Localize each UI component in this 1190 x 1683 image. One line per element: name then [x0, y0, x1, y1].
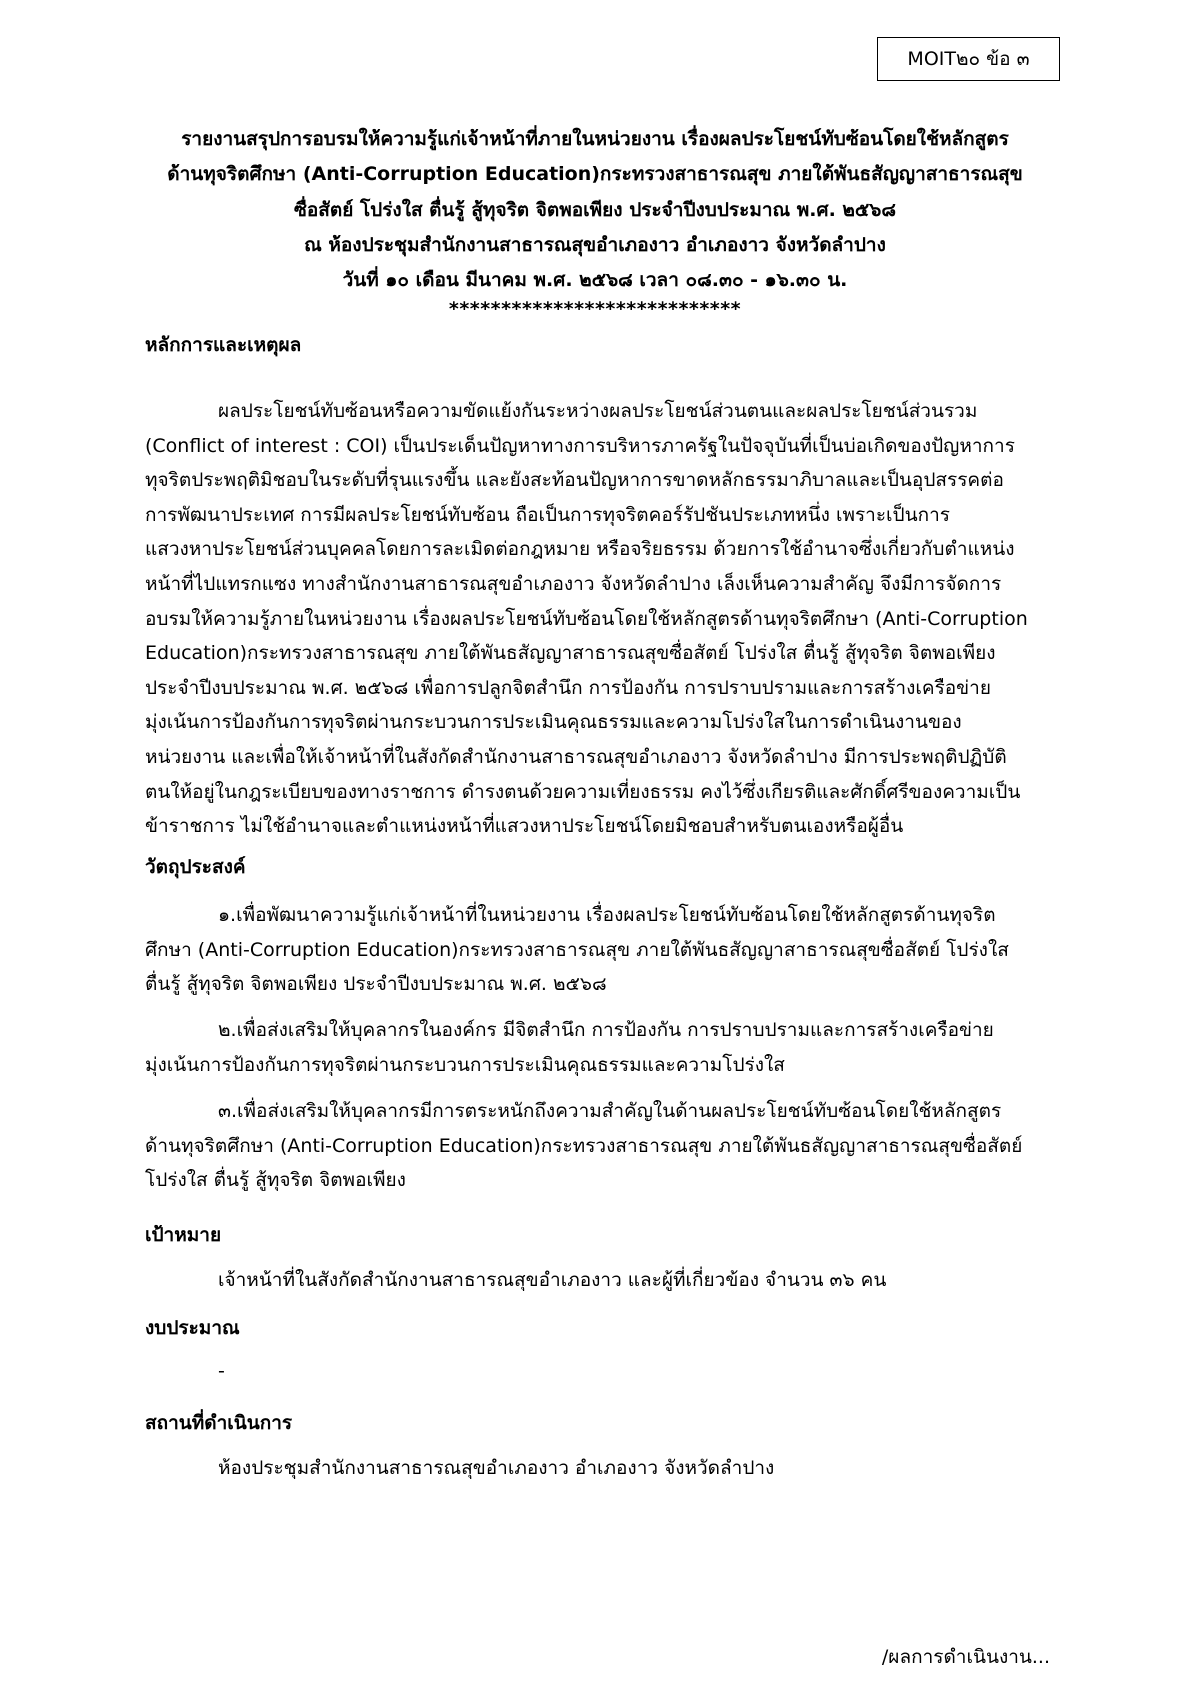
target-text: เจ้าหน้าที่ในสังกัดสำนักงานสาธารณสุขอำเภองาว และผู้ที่เกี่ยวข้อง จำนวน ๓๖ คน — [218, 1269, 887, 1291]
paragraph-line: ๑.เพื่อพัฒนาความรู้แก่เจ้าหน้าที่ในหน่วยงาน เรื่องผลประโยชน์ทับซ้อนโดยใช้หลักสูตรด้านทุจริต — [218, 904, 996, 926]
paragraph-line: มุ่งเน้นการป้องกันการทุจริตผ่านกระบวนการประเมินคุณธรรมและความโปร่งใสในการดำเนินงานของ — [145, 711, 962, 734]
paragraph-line: ทุจริตประพฤติมิชอบในระดับที่รุนแรงขึ้น และยังสะท้อนปัญหาการขาดหลักธรรมาภิบาลและเป็นอุปสรรคต่อ — [145, 469, 1004, 492]
title-line: ณ ห้องประชุมสำนักงานสาธารณสุขอำเภองาว อำเภองาว จังหวัดลำปาง — [304, 233, 886, 256]
paragraph-line: ตนให้อยู่ในกฎระเบียบของทางราชการ ดำรงตนด้วยความเที่ยงธรรม คงไว้ซึ่งเกียรติและศักดิ์ศรีของความเป็น — [145, 780, 1021, 803]
title-line: ซื่อสัตย์ โปร่งใส ตื่นรู้ สู้ทุจริต จิตพอเพียง ประจำปีงบประมาณ พ.ศ. ๒๕๖๘ — [293, 198, 897, 221]
title-line: ด้านทุจริตศึกษา (Anti-Corruption Education)กระทรวงสาธารณสุข ภายใต้พันธสัญญาสาธารณสุข — [167, 163, 1023, 186]
paragraph-line: ข้าราชการ ไม่ใช้อำนาจและตำแหน่งหน้าที่แสวงหาประโยชน์โดยมิชอบสำหรับตนเองหรือผู้อื่น — [145, 815, 904, 838]
paragraph-line: ๒.เพื่อส่งเสริมให้บุคลากรในองค์กร มีจิตสำนึก การป้องกัน การปราบปรามและการสร้างเครือข่าย — [218, 1019, 994, 1041]
objective-item-2 — [145, 1013, 1050, 1082]
title-line: รายงานสรุปการอบรมให้ความรู้แก่เจ้าหน้าที่ภายในหน่วยงาน เรื่องผลประโยชน์ทับซ้อนโดยใช้หลักสูตร — [181, 128, 1009, 150]
paragraph-line: โปร่งใส ตื่นรู้ สู้ทุจริต จิตพอเพียง — [145, 1169, 406, 1192]
section-heading-venue: สถานที่ดำเนินการ — [145, 1412, 293, 1434]
paragraph-line: (Conflict of interest : COI) เป็นประเด็นปัญหาทางการบริหารภาครัฐในปัจจุบันที่เป็นบ่อเกิดของปัญหาการ — [145, 434, 1015, 457]
paragraph-line: การพัฒนาประเทศ การมีผลประโยชน์ทับซ้อน ถือเป็นการทุจริตคอร์รัปชันประเภทหนึ่ง เพราะเป็นการ — [145, 503, 950, 526]
title-separator: **************************** — [448, 298, 742, 321]
paragraph-line: หน่วยงาน และเพื่อให้เจ้าหน้าที่ในสังกัดสำนักงานสาธารณสุขอำเภองาว จังหวัดลำปาง มีการประพฤติปฏิบัติ — [145, 745, 1007, 768]
venue-text: ห้องประชุมสำนักงานสาธารณสุขอำเภองาว อำเภองาว จังหวัดลำปาง — [218, 1457, 775, 1479]
document-code-box — [877, 37, 1060, 81]
section-heading-target: เป้าหมาย — [145, 1224, 222, 1246]
continuation-note: /ผลการดำเนินงาน... — [881, 1646, 1050, 1668]
paragraph-line: หน้าที่ไปแทรกแซง ทางสำนักงานสาธารณสุขอำเภองาว จังหวัดลำปาง เล็งเห็นความสำคัญ จึงมีการจัดการ — [145, 572, 1002, 595]
budget-text: - — [218, 1360, 225, 1382]
paragraph-line: ตื่นรู้ สู้ทุจริต จิตพอเพียง ประจำปีงบประมาณ พ.ศ. ๒๕๖๘ — [145, 973, 607, 996]
title-line: วันที่ ๑๐ เดือน มีนาคม พ.ศ. ๒๕๖๘ เวลา ๐๘.๓๐ - ๑๖.๓๐ น. — [342, 269, 848, 292]
report-title — [120, 122, 1070, 320]
rationale-paragraph — [145, 394, 1050, 844]
paragraph-line: ผลประโยชน์ทับซ้อนหรือความขัดแย้งกันระหว่างผลประโยชน์ส่วนตนและผลประโยชน์ส่วนรวม — [218, 400, 978, 422]
section-heading-budget: งบประมาณ — [145, 1317, 240, 1339]
paragraph-line: มุ่งเน้นการป้องกันการทุจริตผ่านกระบวนการประเมินคุณธรรมและความโปร่งใส — [145, 1053, 785, 1076]
paragraph-line: ๓.เพื่อส่งเสริมให้บุคลากรมีการตระหนักถึงความสำคัญในด้านผลประโยชน์ทับซ้อนโดยใช้หลักสูตร — [218, 1100, 1002, 1122]
paragraph-line: แสวงหาประโยชน์ส่วนบุคคลโดยการละเมิดต่อกฎหมาย หรือจริยธรรม ด้วยการใช้อำนาจซึ่งเกี่ยวกับตำแหน่ง — [145, 538, 1015, 561]
objective-item-3 — [145, 1094, 1050, 1198]
paragraph-line: ด้านทุจริตศึกษา (Anti-Corruption Education)กระทรวงสาธารณสุข ภายใต้พันธสัญญาสาธารณสุขซื่อสัตย์ — [145, 1134, 1023, 1157]
paragraph-line: Education)กระทรวงสาธารณสุข ภายใต้พันธสัญญาสาธารณสุขซื่อสัตย์ โปร่งใส ตื่นรู้ สู้ทุจริต จิตพอเพียง — [145, 642, 996, 665]
section-heading-objectives: วัตถุประสงค์ — [145, 856, 246, 878]
paragraph-line: ศึกษา (Anti-Corruption Education)กระทรวงสาธารณสุข ภายใต้พันธสัญญาสาธารณสุขซื่อสัตย์ โปร่งใส — [145, 938, 1009, 961]
section-heading-rationale: หลักการและเหตุผล — [145, 334, 302, 356]
paragraph-line: อบรมให้ความรู้ภายในหน่วยงาน เรื่องผลประโยชน์ทับซ้อนโดยใช้หลักสูตรด้านทุจริตศึกษา (Anti-Corruption — [145, 607, 1028, 630]
document-code: MOIT๒๐ ข้อ ๓ — [907, 48, 1030, 70]
paragraph-line: ประจำปีงบประมาณ พ.ศ. ๒๕๖๘ เพื่อการปลูกจิตสำนึก การป้องกัน การปราบปรามและการสร้างเครือข่าย — [145, 676, 991, 699]
objective-item-1 — [145, 898, 1050, 1002]
